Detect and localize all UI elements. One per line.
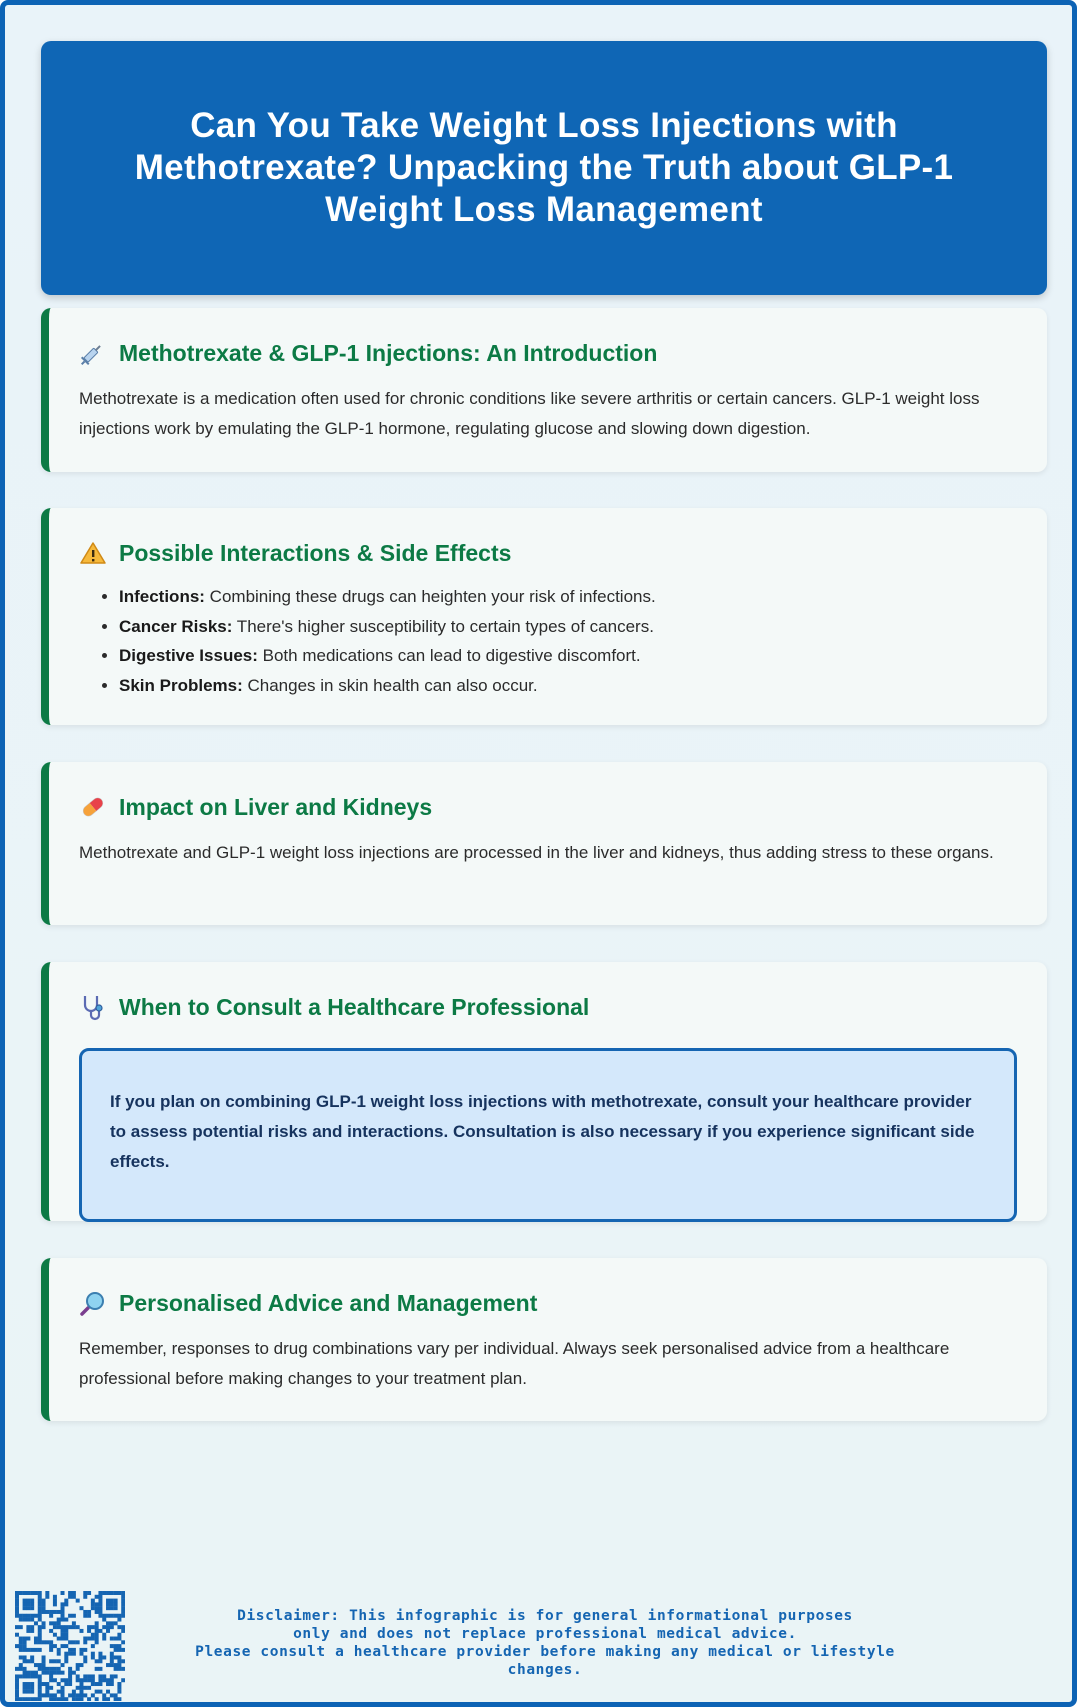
section-interactions — [41, 508, 1047, 725]
section-title: Methotrexate & GLP-1 Injections: An Introduction — [119, 339, 658, 366]
section-title: Impact on Liver and Kidneys — [119, 793, 433, 820]
side-effects-list — [79, 582, 1017, 700]
pill-icon — [79, 793, 119, 821]
section-header — [79, 536, 1017, 570]
section-header — [79, 336, 1017, 370]
section-header — [79, 990, 1017, 1024]
section-title: Possible Interactions & Side Effects — [119, 539, 512, 566]
disclaimer: Disclaimer: This infographic is for general informational purposes only and does not replace professional medical advice. Please consult a healthcare provider before making any medical or lifestyle changes. — [195, 1608, 895, 1678]
list-item: • Infections: Combining these drugs can heighten your risk of infections. — [119, 582, 1017, 612]
section-body: Methotrexate and GLP-1 weight loss injections are processed in the liver and kidneys, thus adding stress to these organs. — [79, 843, 994, 862]
magnifier-icon — [79, 1289, 119, 1317]
section-header — [79, 1286, 1017, 1320]
warning-icon — [79, 540, 119, 566]
section-title: Personalised Advice and Management — [119, 1289, 538, 1316]
stethoscope-icon — [79, 993, 119, 1021]
section-body: Methotrexate is a medication often used for chronic conditions like severe arthritis or certain cancers. GLP-1 weight loss injections work by emulating the GLP-1 hormone, regulating glucose and slowing down digestion. — [79, 389, 980, 438]
list-item: • Cancer Risks: There's higher susceptibility to certain types of cancers. — [119, 612, 1017, 642]
disclaimer-label: Disclaimer: — [237, 1608, 340, 1624]
callout-text: If you plan on combining GLP-1 weight loss injections with methotrexate, consult your healthcare provider to assess potential risks and interactions. Consultation is also necessary if you experience significant side effects. — [110, 1092, 975, 1171]
consult-callout — [79, 1048, 1017, 1222]
section-introduction — [41, 308, 1047, 472]
section-liver-kidneys — [41, 762, 1047, 925]
list-item: • Digestive Issues: Both medications can lead to digestive discomfort. — [119, 641, 1017, 671]
qr-code — [15, 1591, 125, 1701]
section-consult — [41, 962, 1047, 1221]
syringe-icon — [79, 339, 119, 367]
section-title: When to Consult a Healthcare Professional — [119, 993, 590, 1020]
list-item: • Skin Problems: Changes in skin health can also occur. — [119, 671, 1017, 701]
section-header — [79, 790, 1017, 824]
page-title: Can You Take Weight Loss Injections with Methotrexate? Unpacking the Truth about GLP-1 Weight Loss Management — [134, 106, 954, 229]
section-personalised-advice — [41, 1258, 1047, 1421]
section-body: Remember, responses to drug combinations vary per individual. Always seek personalised advice from a healthcare professional before making changes to your treatment plan. — [79, 1339, 950, 1388]
header-banner — [41, 41, 1047, 295]
